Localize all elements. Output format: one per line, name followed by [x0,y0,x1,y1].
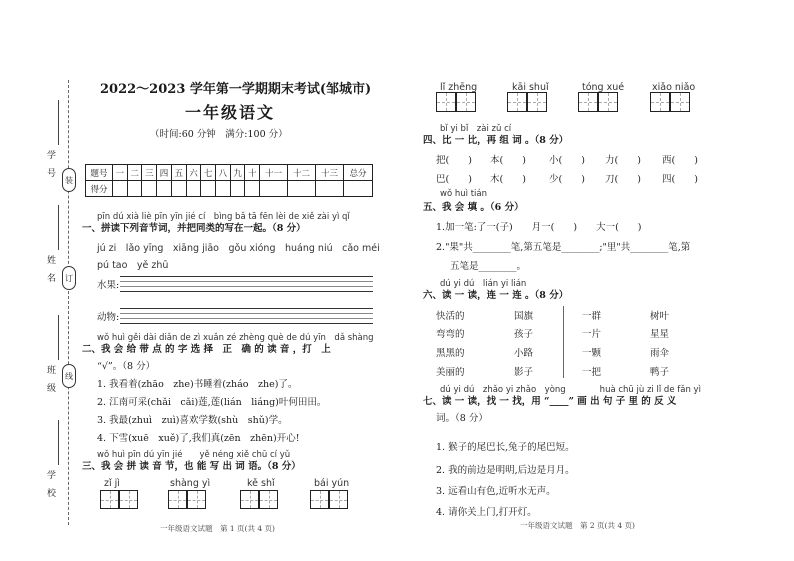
q3-grid-2[interactable] [168,490,206,509]
q6-col2-3: 小路 [514,348,534,359]
q4-row1-1: 把( ) [436,155,472,166]
binding-oval-xian: 线 [62,364,76,388]
q2-title-2: “√”。（8 分） [97,361,156,372]
score-input[interactable] [216,181,231,197]
fruit-label: 水果: [97,280,120,291]
q2-item-2: 2. 江南可采(chǎi cǎi)莲,莲(lián liáng)叶何田田。 [97,397,327,408]
sidebar-line-3 [58,315,59,360]
score-input[interactable] [288,181,316,197]
q4-row1-4: 力( ) [605,155,641,166]
binding-oval-zhuang: 装 [62,168,76,192]
tianzige-box[interactable] [168,490,187,509]
score-input[interactable] [245,181,260,197]
sidebar-line-1 [58,100,59,145]
q2-item-4: 4. 下雪(xuē xuě)了,我们真(zēn zhēn)开心! [97,433,300,444]
q6-col3-4: 一把 [582,367,602,378]
q6-col2-2: 孩子 [514,329,534,340]
q6-col4-2: 星星 [650,329,670,340]
score-label: 得分 [86,181,113,197]
score-header-row [86,165,373,181]
footer-right: 一年级语文试题 第 2 页(共 4 页) [520,521,635,530]
animal-answer-lines[interactable] [120,308,373,324]
q4-row1-2: 本( ) [490,155,526,166]
score-cell: 题号 [86,165,113,181]
q6-pinyin: dú yi dú lián yi lián [440,279,527,289]
q4-row2-2: 木( ) [490,174,526,185]
q2-pinyin: wǒ huì gěi dài diǎn de zì xuǎn zé zhèng què de dú yīn dǎ shàng [97,333,374,343]
q3-grid-3[interactable] [240,490,278,509]
q6-col1-2: 弯弯的 [436,329,465,340]
q2-item-3: 3. 我最(zhuì zuì)喜欢学数(shù shǔ)学。 [97,415,288,426]
q4-row2-3: 少( ) [549,174,585,185]
q3-title: 三、我 会 拼 读 音 节，也 能 写 出 词 语。（8 分） [82,461,301,472]
q4-row2-4: 刀( ) [605,174,641,185]
q6-col2-1: 国旗 [514,311,534,322]
q3-word-2: shàng yì [170,478,211,489]
top-grid-2[interactable] [507,92,547,112]
score-cell: 二 [127,165,142,181]
score-cell: 十二 [288,165,316,181]
sidebar-xuexiao: 学 校 [45,470,55,497]
q4-title: 四、比 一 比，再 组 词 。（8 分） [423,135,569,146]
score-table [85,164,373,197]
tianzige-box[interactable] [650,92,670,112]
score-input[interactable] [201,181,216,197]
exam-meta: （时间:60 分钟 满分:100 分） [150,129,288,140]
animal-label: 动物: [97,312,120,323]
q2-item-1: 1. 我看着(zhāo zhe)书睡着(zháo zhe)了。 [97,379,298,390]
subject-title: 一年级语文 [185,103,276,122]
top-grid-3[interactable] [578,92,618,112]
tianzige-box[interactable] [598,92,618,112]
q7-item-3: 3. 远看山有色,近听水无声。 [436,486,556,497]
tianzige-box[interactable] [259,490,278,509]
top-grid-1[interactable] [436,92,476,112]
score-cell: 九 [230,165,245,181]
q6-title: 六、读 一 读，连 一 连 。（8 分） [423,290,569,301]
q6-col3-3: 一颗 [582,348,602,359]
q6-col1-3: 黑黑的 [436,348,465,359]
tianzige-box[interactable] [507,92,527,112]
q3-word-1: zǐ jì [104,478,120,489]
score-input[interactable] [344,181,373,197]
q6-col1-1: 快活的 [436,311,465,322]
score-cell: 十三 [315,165,343,181]
score-cell: 六 [186,165,201,181]
top-grid-4[interactable] [650,92,690,112]
q4-word-1: lǐ zhēng [440,82,478,93]
sidebar-line-2 [58,205,59,250]
tianzige-box[interactable] [527,92,547,112]
score-input[interactable] [157,181,172,197]
score-cell: 总分 [344,165,373,181]
q4-word-4: xiǎo niǎo [652,82,696,93]
q7-item-1: 1. 猴子的尾巴长,兔子的尾巴短。 [436,442,575,453]
q7-item-2: 2. 我的前边是明明,后边是月月。 [436,465,575,476]
q5-line-3: 五笔是________。 [450,261,527,272]
fruit-answer-lines[interactable] [120,276,373,292]
sidebar-xingming: 姓 名 [45,255,55,282]
q7-item-4: 4. 请你关上门,打开灯。 [436,507,537,518]
q3-word-3: kě shǐ [247,478,275,489]
sidebar-line-4 [58,420,59,465]
score-cell: 四 [157,165,172,181]
score-input[interactable] [142,181,157,197]
q6-col3-1: 一群 [582,311,602,322]
q6-col2-4: 影子 [514,367,534,378]
q6-col4-4: 鸭子 [650,367,670,378]
score-input[interactable] [113,181,128,197]
q4-row2-1: 巴( ) [436,174,472,185]
score-input[interactable] [171,181,186,197]
q1-pinyin: pīn dú xià liè pīn yīn jié cí bìng bǎ tā fēn lèi de xiě zài yì qǐ [97,212,350,222]
q4-word-2: kāi shuǐ [512,82,549,93]
tianzige-box[interactable] [436,92,456,112]
tianzige-box[interactable] [329,490,348,509]
q5-pinyin: wǒ huì tián [440,189,487,199]
score-input[interactable] [260,181,288,197]
score-input[interactable] [315,181,343,197]
q5-title: 五、我 会 填 。（6 分） [423,202,524,213]
score-input[interactable] [127,181,142,197]
tianzige-box[interactable] [100,490,119,509]
score-cell: 三 [142,165,157,181]
score-cell: 十 [245,165,260,181]
q6-col1-4: 美丽的 [436,367,465,378]
q1-words-line2: pú tao yě zhū [97,260,169,271]
sidebar-banji: 班 级 [45,365,55,392]
score-cell: 五 [171,165,186,181]
q4-row1-3: 小( ) [549,155,585,166]
q6-col3-2: 一片 [582,329,602,340]
score-cell: 十一 [260,165,288,181]
q7-title: 七、读 一 读，找 一 找，用 “____” 画 出 句 子 里 的 反 义 [423,396,677,407]
tianzige-box[interactable] [310,490,329,509]
q5-line-2: 2."果"共________笔,第五笔是________;"里"共________笔,第 [436,242,691,253]
q7-title-2: 词。（8 分） [436,413,488,424]
tianzige-box[interactable] [670,92,690,112]
q1-words-line1: jú zi lǎo yīng xiāng jiāo gǒu xióng huáng niú cǎo méi [97,243,380,254]
q4-row2-5: 四( ) [662,174,698,185]
score-cell: 八 [216,165,231,181]
tianzige-box[interactable] [187,490,206,509]
q4-pinyin: bǐ yi bǐ zài zǔ cí [440,124,512,134]
score-cell: 七 [201,165,216,181]
q1-title: 一、拼读下列音节词，并把同类的写在一起。（8 分） [82,223,306,234]
binding-oval-ding: 订 [62,266,76,290]
score-input[interactable] [230,181,245,197]
q6-col4-3: 雨伞 [650,348,670,359]
score-cell: 一 [113,165,128,181]
score-input[interactable] [186,181,201,197]
tianzige-box[interactable] [578,92,598,112]
footer-left: 一年级语文试题 第 1 页(共 4 页) [160,524,275,533]
q4-row1-5: 西( ) [662,155,698,166]
tianzige-box[interactable] [240,490,259,509]
q7-pinyin: dú yi dú zhǎo yi zhǎo yòng huà chū jù zi lǐ de fǎn yì [440,385,701,395]
q2-title: 二、我 会 给 带 点 的 字 选 择 正 确 的 读 音 ，打 上 [82,344,331,355]
binding-line [68,80,69,525]
q3-pinyin: wǒ huì pīn dú yīn jié yě néng xiě chū cí yǔ [97,450,291,460]
tianzige-box[interactable] [119,490,138,509]
exam-title: 2022～2023 学年第一学期期末考试(邹城市) [100,82,372,97]
q6-col4-1: 树叶 [650,311,670,322]
tianzige-box[interactable] [456,92,476,112]
sidebar-xuehao: 学 号 [45,150,55,177]
q3-word-4: bái yún [314,478,350,489]
q4-word-3: tóng xué [582,82,625,93]
q3-grid-4[interactable] [310,490,348,509]
q5-line-1: 1.加一笔:了一(子) 月一( ) 大一( ) [436,222,642,233]
score-value-row [86,181,373,197]
q6-divider [563,306,564,378]
q3-grid-1[interactable] [100,490,138,509]
